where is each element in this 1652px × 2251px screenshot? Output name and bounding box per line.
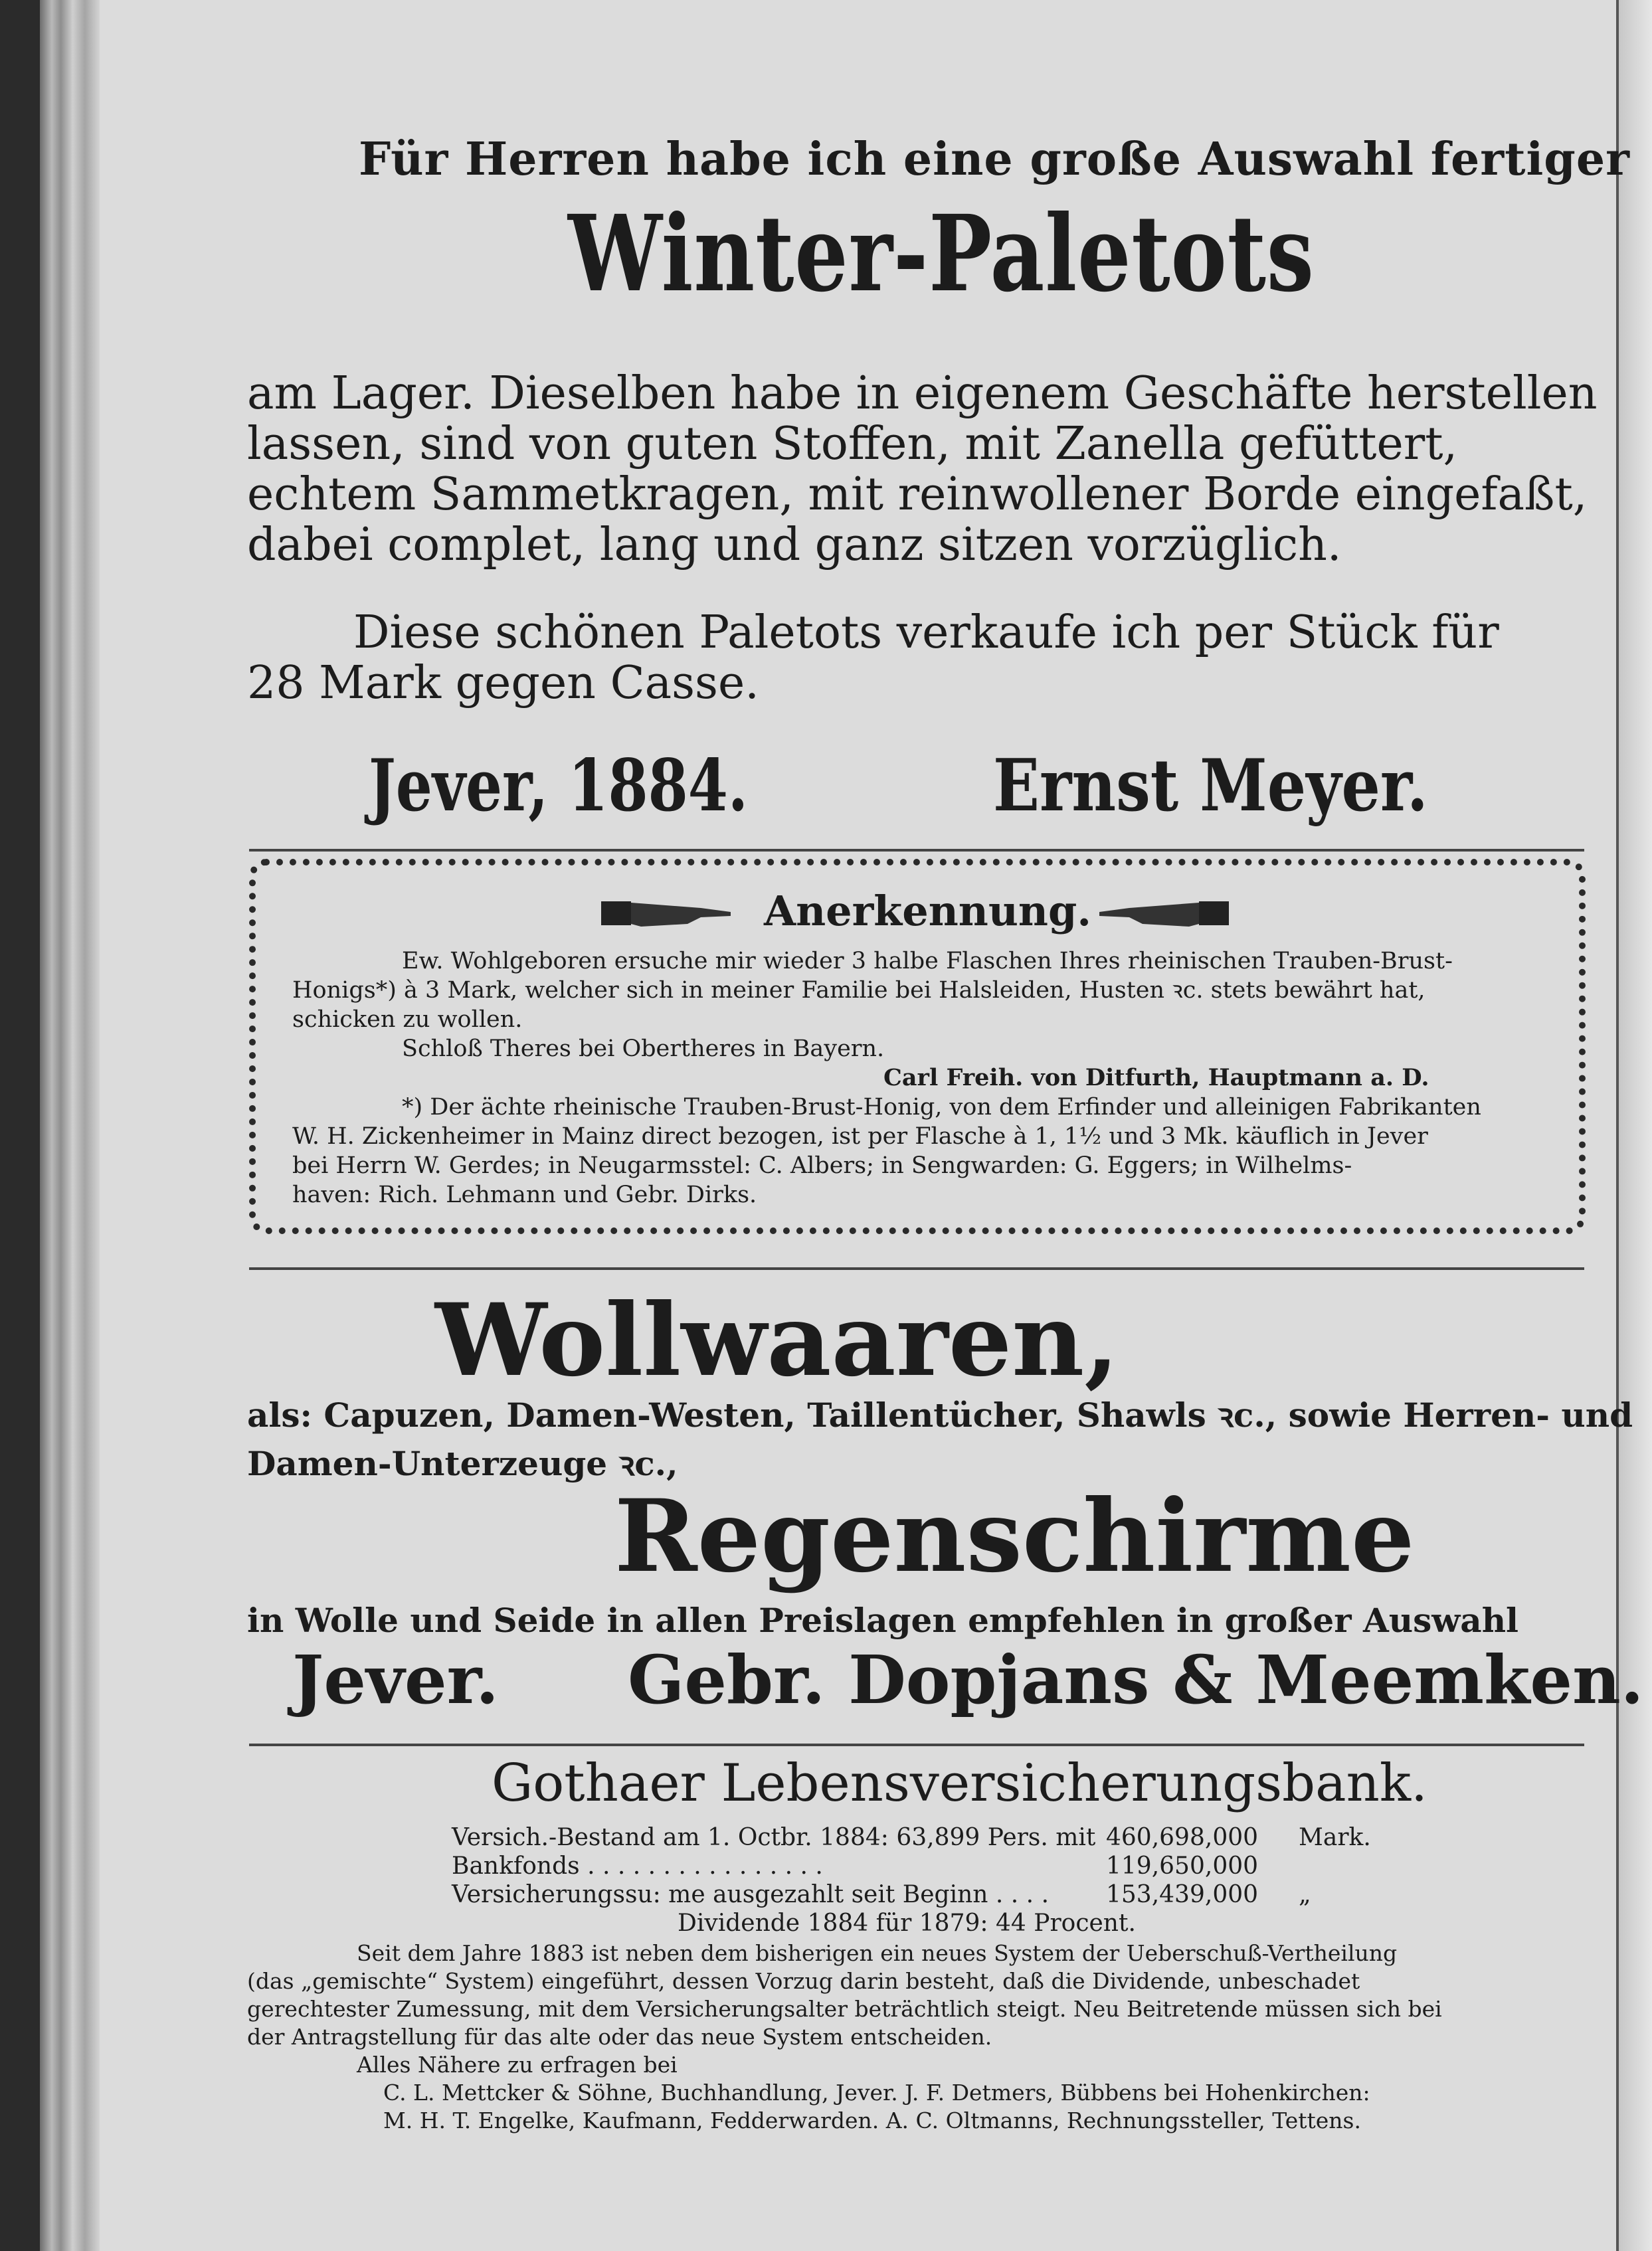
stat-value: 460,698,000 — [1106, 1824, 1259, 1851]
paletots-price-line: 28 Mark gegen Casse. — [247, 657, 759, 709]
anerkennung-title: Anerkennung. — [764, 887, 1091, 935]
gothaer-stats — [452, 1823, 1371, 1937]
paletots-body-line: lassen, sind von guten Stoffen, mit Zanella gefüttert, — [247, 418, 1458, 470]
footnote-line: *) Der ächte rheinische Trauben-Brust-Honig, von dem Erfinder und alleinigen Fabrikanten — [402, 1094, 1481, 1121]
divider — [249, 1744, 1584, 1746]
gothaer-body — [247, 1939, 1589, 2135]
adjacent-page-edge — [1616, 0, 1652, 2251]
gothaer-contact-intro: Alles Nähere zu erfragen bei — [357, 2052, 678, 2078]
wollwaaren-merchant: Gebr. Dopjans & Meemken. — [628, 1641, 1644, 1719]
letter-line: schicken zu wollen. — [292, 1006, 523, 1033]
paletots-title: Winter-Paletots — [568, 193, 1315, 315]
paletots-headline: Für Herren habe ich eine große Auswahl fertiger — [359, 133, 1630, 186]
footnote-line: haven: Rich. Lehmann und Gebr. Dirks. — [292, 1182, 757, 1208]
wollwaaren-line2: Damen-Unterzeuge ꝛc., — [247, 1444, 678, 1483]
gothaer-title: Gothaer Lebensversicherungsbank. — [492, 1754, 1427, 1813]
stat-value: 153,439,000 — [1106, 1881, 1259, 1908]
divider — [249, 849, 1584, 852]
paletots-body-line: am Lager. Dieselben habe in eigenem Geschäfte herstellen — [247, 367, 1598, 420]
stat-value: 119,650,000 — [1106, 1852, 1259, 1880]
stat-row — [452, 1852, 1371, 1880]
gothaer-dividend: Dividende 1884 für 1879: 44 Procent. — [678, 1910, 1136, 1937]
paletots-price — [247, 608, 1499, 709]
paletots-body — [247, 367, 1598, 571]
stat-label: Versicherungssu: me ausgezahlt seit Beginn . . . . — [452, 1881, 1050, 1908]
wollwaaren-title: Wollwaaren, — [435, 1282, 1119, 1399]
paletots-place-year: Jever, 1884. — [369, 744, 748, 828]
letter-line: Honigs*) à 3 Mark, welcher sich in meiner Familie bei Halsleiden, Husten ꝛc. stets bewährt hat, — [292, 977, 1425, 1004]
gothaer-body-line: der Antragstellung für das alte oder das neue System entscheiden. — [247, 2024, 992, 2050]
wollwaaren-line3: in Wolle und Seide in allen Preislagen empfehlen in großer Auswahl — [247, 1601, 1519, 1640]
stat-label: Versich.-Bestand am 1. Octbr. 1884: 63,899 Pers. mit — [452, 1824, 1096, 1851]
paletots-body-line: echtem Sammetkragen, mit reinwollener Borde eingefaßt, — [247, 468, 1588, 521]
anerkennung-letter — [292, 946, 1541, 1210]
gothaer-body-line: gerechtester Zumessung, mit dem Versicherungsalter beträchtlich steigt. Neu Beitretende müssen sich bei — [247, 1996, 1442, 2022]
letter-location: Schloß Theres bei Obertheres in Bayern. — [402, 1035, 885, 1062]
gothaer-agents-line: M. H. T. Engelke, Kaufmann, Fedderwarden. A. C. Oltmanns, Rechnungssteller, Tettens. — [383, 2108, 1361, 2133]
gothaer-agents-line: C. L. Mettcker & Söhne, Buchhandlung, Jever. J. F. Detmers, Bübbens bei Hohenkirchen: — [383, 2080, 1370, 2106]
paletots-price-line: Diese schönen Paletots verkaufe ich per Stück für — [353, 606, 1499, 659]
footnote-line: W. H. Zickenheimer in Mainz direct bezogen, ist per Flasche à 1, 1½ und 3 Mk. käuflich in Jever — [292, 1123, 1428, 1150]
stat-unit: Mark. — [1299, 1824, 1371, 1851]
book-page-edges — [40, 0, 100, 2251]
gothaer-body-line: (das „gemischte“ System) eingeführt, dessen Vorzug darin besteht, daß die Dividende, unbeschadet — [247, 1968, 1360, 1994]
stat-row — [452, 1823, 1371, 1852]
regenschirme-title: Regenschirme — [614, 1478, 1415, 1595]
stat-unit: „ — [1299, 1881, 1311, 1908]
divider — [249, 1267, 1584, 1270]
pointing-hand-right-icon — [601, 893, 734, 933]
letter-signature: Carl Freih. von Ditfurth, Hauptmann a. D. — [883, 1064, 1429, 1091]
gothaer-body-line: Seit dem Jahre 1883 ist neben dem bisherigen ein neues System der Ueberschuß-Vertheilung — [357, 1940, 1398, 1966]
letter-line: Ew. Wohlgeboren ersuche mir wieder 3 halbe Flaschen Ihres rheinischen Trauben-Brust- — [402, 948, 1453, 974]
pointing-hand-left-icon — [1096, 893, 1229, 933]
paletots-body-line: dabei complet, lang und ganz sitzen vorzüglich. — [247, 519, 1342, 571]
stat-row — [452, 1880, 1371, 1909]
footnote-line: bei Herrn W. Gerdes; in Neugarmsstel: C. Albers; in Sengwarden: G. Eggers; in Wilhelms- — [292, 1152, 1352, 1179]
stat-label: Bankfonds . . . . . . . . . . . . . . . . — [452, 1852, 823, 1880]
wollwaaren-line1: als: Capuzen, Damen-Westen, Taillentücher, Shawls ꝛc., sowie Herren- und — [247, 1396, 1633, 1435]
wollwaaren-place: Jever. — [292, 1641, 499, 1719]
paletots-merchant: Ernst Meyer. — [993, 744, 1428, 828]
